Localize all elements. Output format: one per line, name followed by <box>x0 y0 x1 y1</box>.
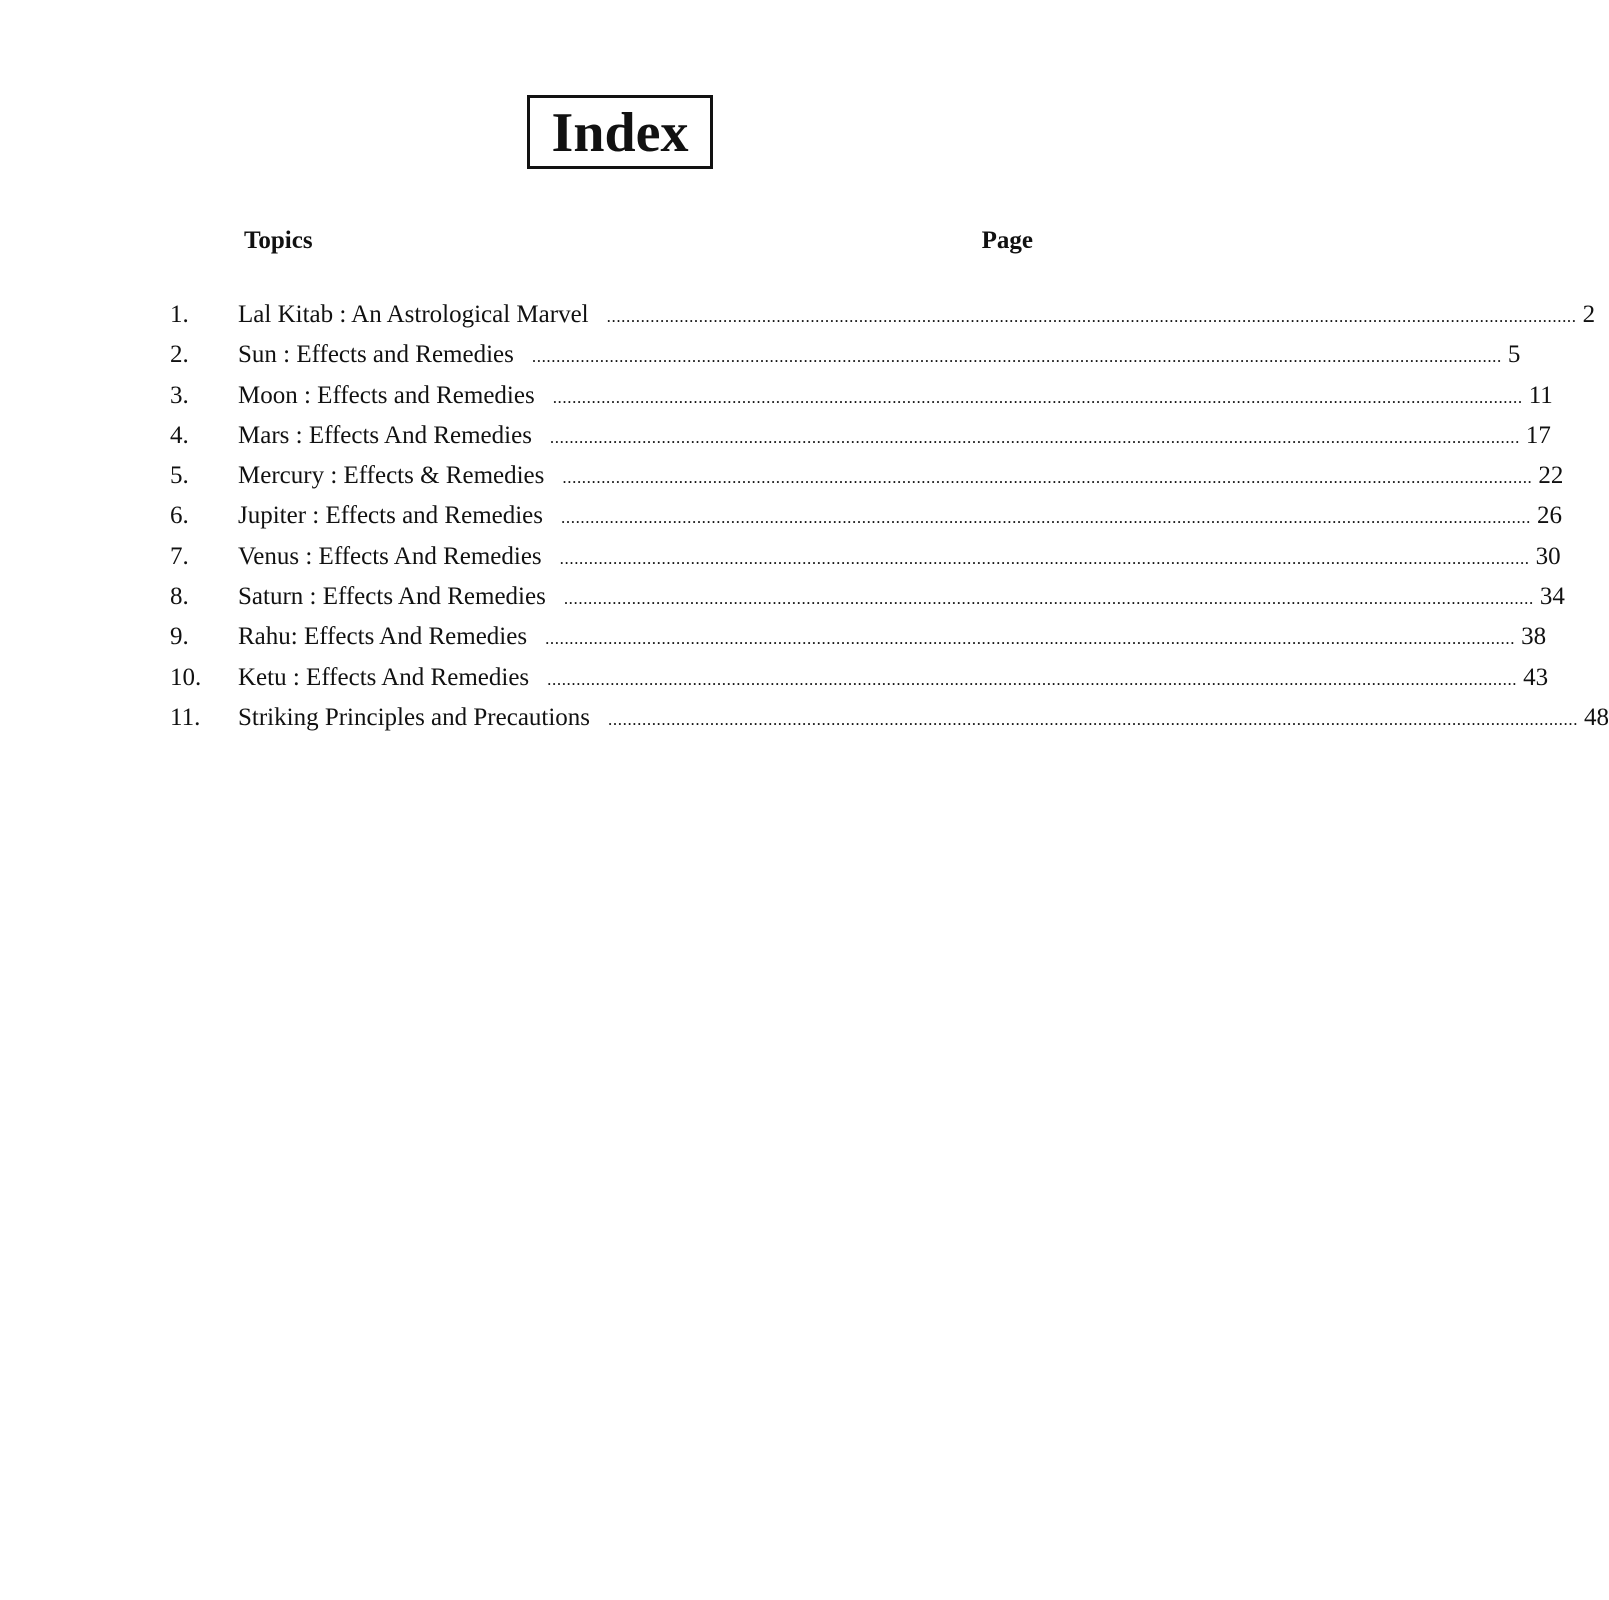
entry-page-number: 26 <box>1537 502 1563 530</box>
dot-leader: ........................................................................................................................................................................................................ <box>547 669 1518 689</box>
entry-topic: Moon : Effects and Remedies <box>238 381 535 409</box>
entry-page-number: 38 <box>1521 623 1547 651</box>
toc-entry[interactable] <box>170 501 1563 541</box>
dot-leader: ........................................................................................................................................................................................................ <box>561 508 1532 528</box>
dot-leader: ........................................................................................................................................................................................................ <box>608 709 1579 729</box>
index-title-box <box>527 95 713 169</box>
dot-leader: ........................................................................................................................................................................................................ <box>545 629 1516 649</box>
entry-topic: Saturn : Effects And Remedies <box>238 583 546 611</box>
dot-leader: ........................................................................................................................................................................................................ <box>562 468 1533 488</box>
entry-page-number: 30 <box>1535 542 1561 570</box>
entry-number: 10. <box>170 663 202 691</box>
toc-entry[interactable] <box>170 582 1565 622</box>
entry-number: 2. <box>170 341 189 369</box>
toc-entry[interactable] <box>170 300 1596 340</box>
toc-entry[interactable] <box>170 421 1551 461</box>
toc-entry[interactable] <box>170 663 1549 703</box>
entry-number: 9. <box>170 623 189 651</box>
entry-topic: Sun : Effects and Remedies <box>238 341 514 369</box>
entry-topic: Jupiter : Effects and Remedies <box>238 502 544 530</box>
toc-entry[interactable] <box>170 381 1553 421</box>
topics-column-header: Topics <box>244 227 313 254</box>
dot-leader: ........................................................................................................................................................................................................ <box>531 347 1502 367</box>
entry-topic: Ketu : Effects And Remedies <box>238 663 530 691</box>
entry-topic: Lal Kitab : An Astrological Marvel <box>238 301 589 328</box>
entry-page-number: 5 <box>1507 341 1521 369</box>
toc-entry[interactable] <box>170 542 1561 582</box>
toc-entry[interactable] <box>170 340 1521 380</box>
entry-number: 8. <box>170 583 189 611</box>
entry-number: 5. <box>170 462 189 490</box>
entry-number: 3. <box>170 381 189 409</box>
entry-number: 4. <box>170 421 189 449</box>
entry-topic: Venus : Effects And Remedies <box>238 542 542 570</box>
entry-topic: Mercury : Effects & Remedies <box>238 462 545 490</box>
entry-number: 11. <box>170 703 201 731</box>
dot-leader: ........................................................................................................................................................................................................ <box>606 307 1577 326</box>
dot-leader: ........................................................................................................................................................................................................ <box>563 589 1534 609</box>
page-title: Index <box>551 102 689 164</box>
dot-leader: ........................................................................................................................................................................................................ <box>552 387 1523 407</box>
entry-page-number: 2 <box>1582 301 1596 328</box>
entry-topic: Mars : Effects And Remedies <box>238 421 532 449</box>
toc-entry[interactable] <box>170 703 1609 743</box>
entry-page-number: 11 <box>1528 381 1553 409</box>
entry-number: 6. <box>170 502 189 530</box>
entry-topic: Rahu: Effects And Remedies <box>238 623 528 651</box>
entry-number: 7. <box>170 542 189 570</box>
entry-number: 1. <box>170 301 189 328</box>
toc-entry[interactable] <box>170 461 1564 501</box>
page-column-header: Page <box>981 227 1033 254</box>
entry-topic: Striking Principles and Precautions <box>238 703 591 731</box>
dot-leader: ........................................................................................................................................................................................................ <box>549 427 1520 447</box>
entry-page-number: 17 <box>1525 421 1551 449</box>
toc-entry[interactable] <box>170 622 1547 662</box>
table-of-contents <box>170 300 1609 743</box>
dot-leader: ........................................................................................................................................................................................................ <box>559 548 1530 568</box>
entry-page-number: 34 <box>1539 583 1565 611</box>
entry-page-number: 48 <box>1584 703 1609 731</box>
entry-page-number: 43 <box>1523 663 1549 691</box>
entry-page-number: 22 <box>1538 462 1564 490</box>
